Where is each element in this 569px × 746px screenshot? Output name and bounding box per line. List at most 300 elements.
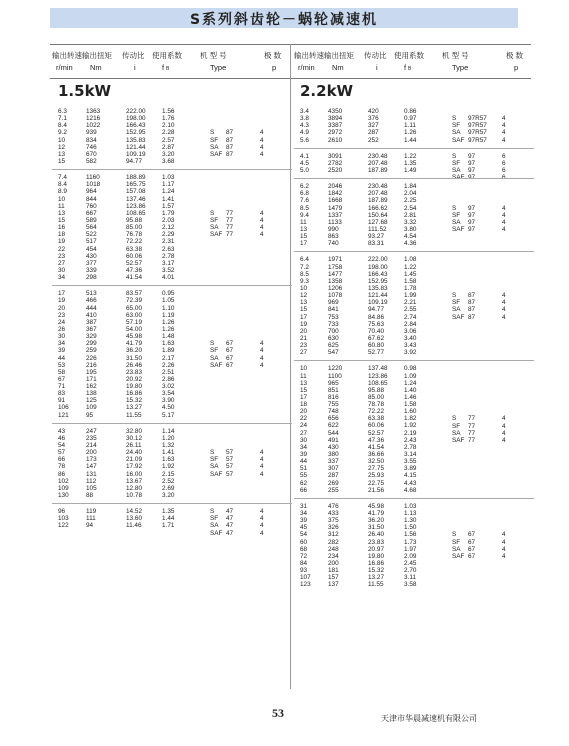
factor-cell: 1.99 — [404, 292, 417, 300]
factor-cell: 4.68 — [404, 486, 417, 494]
torque-cell: 816 — [328, 393, 339, 401]
torque-cell: 171 — [86, 375, 97, 383]
table-row — [294, 553, 534, 560]
ratio-cell: 135.83 — [126, 136, 146, 144]
ratio-cell: 10.78 — [126, 492, 142, 500]
torque-cell: 430 — [86, 252, 97, 260]
pole-count: 4 — [502, 299, 506, 307]
ratio-cell: 36.66 — [368, 451, 384, 459]
ratio-cell: 166.43 — [126, 122, 146, 130]
torque-cell: 307 — [328, 465, 339, 473]
factor-cell: 1.40 — [404, 386, 417, 394]
speed-cell: 6.3 — [58, 108, 67, 115]
speed-cell: 18 — [58, 231, 66, 239]
table-row — [52, 144, 292, 151]
table-row — [294, 451, 534, 458]
speed-cell: 10 — [58, 136, 66, 144]
header-ratio: 传动比 — [364, 51, 387, 60]
factor-cell: 3.11 — [404, 574, 416, 582]
data-group — [294, 251, 534, 360]
pole-count: 4 — [260, 136, 264, 144]
speed-cell: 39 — [300, 517, 308, 525]
ratio-cell: 19.80 — [126, 383, 142, 391]
torque-cell: 841 — [328, 306, 339, 314]
torque-cell: 939 — [86, 129, 97, 137]
header-ratio: 传动比 — [122, 51, 145, 60]
torque-cell: 181 — [328, 567, 339, 575]
factor-cell: 3.02 — [162, 383, 175, 391]
torque-cell: 1971 — [328, 256, 343, 264]
factor-cell: 1.97 — [404, 545, 417, 553]
speed-cell: 9.2 — [58, 129, 67, 137]
table-row — [294, 212, 534, 219]
speed-cell: 13 — [58, 209, 66, 217]
pole-count: 4 — [502, 225, 506, 233]
torque-cell: 582 — [86, 157, 97, 165]
speed-cell: 18 — [300, 401, 308, 409]
pole-count: 4 — [260, 340, 264, 348]
ratio-cell: 70.40 — [368, 327, 384, 335]
header-poles: 极 数 — [264, 51, 282, 60]
speed-cell: 34 — [300, 510, 308, 518]
table-row — [294, 444, 534, 451]
type-prefix: SA — [452, 545, 461, 553]
pole-count: 4 — [502, 292, 506, 300]
factor-cell: 1.22 — [404, 263, 417, 271]
factor-cell: 1.41 — [162, 449, 175, 457]
table-row — [294, 167, 534, 174]
ratio-cell: 52.77 — [368, 349, 384, 357]
pole-count: 4 — [260, 529, 264, 537]
table-row — [294, 480, 534, 487]
ratio-cell: 20.92 — [126, 375, 142, 383]
factor-cell: 4.15 — [404, 472, 417, 480]
factor-cell: 2.29 — [162, 231, 175, 239]
table-row — [294, 335, 534, 342]
type-size: 87 — [226, 150, 234, 158]
pole-count: 4 — [502, 211, 506, 219]
type-size: 77 — [468, 429, 476, 437]
table-row — [294, 437, 534, 444]
speed-cell: 6.2 — [300, 183, 309, 191]
speed-cell: 23 — [300, 342, 308, 350]
table-row — [52, 383, 292, 390]
table-row — [52, 397, 292, 404]
speed-cell: 23 — [58, 311, 66, 319]
ratio-cell: 150.64 — [368, 211, 388, 219]
ratio-cell: 11.46 — [126, 522, 142, 530]
speed-cell: 10 — [300, 365, 308, 373]
factor-cell: 3.17 — [162, 259, 175, 267]
factor-cell: 1.89 — [162, 347, 175, 355]
ratio-cell: 108.65 — [368, 379, 388, 387]
type-size: 77 — [468, 422, 476, 430]
ratio-cell: 420 — [368, 108, 379, 115]
table-row — [294, 233, 534, 240]
pole-count: 4 — [260, 150, 264, 158]
speed-cell: 27 — [300, 349, 308, 357]
table-row — [294, 581, 534, 588]
factor-cell: 2.03 — [162, 216, 175, 224]
speed-cell: 68 — [300, 545, 308, 553]
ratio-cell: 24.40 — [126, 449, 142, 457]
torque-cell: 547 — [328, 349, 339, 357]
factor-cell: 2.78 — [162, 252, 175, 260]
ratio-cell: 63.38 — [126, 245, 142, 253]
torque-cell: 990 — [328, 225, 339, 233]
ratio-cell: 111.52 — [368, 225, 387, 233]
type-size: 87 — [468, 299, 476, 307]
table-row — [294, 190, 534, 197]
torque-cell: 137 — [328, 581, 339, 589]
torque-cell: 1337 — [328, 211, 343, 219]
speed-cell: 20 — [300, 408, 308, 416]
torque-cell: 522 — [86, 231, 97, 239]
speed-cell: 12 — [58, 143, 66, 151]
torque-cell: 1022 — [86, 122, 101, 130]
type-size: 67 — [468, 545, 476, 553]
torque-cell: 1133 — [328, 218, 342, 226]
table-row — [52, 108, 292, 115]
ratio-cell: 60.06 — [368, 422, 384, 430]
ratio-cell: 31.50 — [368, 524, 384, 532]
type-size: 97 — [468, 204, 476, 212]
factor-cell: 3.58 — [404, 581, 417, 589]
torque-cell: 255 — [328, 486, 339, 494]
speed-cell: 54 — [300, 531, 308, 539]
factor-cell: 1.08 — [404, 256, 417, 264]
ratio-cell: 26.46 — [126, 361, 142, 369]
table-row — [294, 430, 534, 437]
speed-cell: 46 — [58, 434, 66, 442]
ratio-cell: 67.62 — [368, 334, 384, 342]
speed-cell: 103 — [58, 515, 69, 523]
pole-count: 4 — [260, 522, 264, 530]
table-row — [52, 376, 292, 383]
torque-cell: 2046 — [328, 183, 343, 191]
ratio-cell: 52.57 — [126, 259, 142, 267]
header-factor: 使用系数 — [152, 51, 182, 60]
pole-count: 4 — [502, 122, 506, 130]
ratio-cell: 207.48 — [368, 159, 388, 167]
factor-cell: 1.13 — [404, 510, 417, 518]
ratio-cell: 152.95 — [368, 277, 388, 285]
speed-cell: 51 — [300, 465, 308, 473]
ratio-cell: 157.08 — [126, 188, 146, 196]
table-row — [294, 517, 534, 524]
type-prefix: SF — [210, 136, 219, 144]
factor-cell: 1.44 — [404, 136, 417, 144]
factor-cell: 2.81 — [404, 211, 417, 219]
page-title: S系列斜齿轮－蜗轮减速机 — [189, 12, 379, 28]
ratio-cell: 93.27 — [368, 233, 384, 241]
table-row — [52, 260, 292, 267]
pole-count: 4 — [260, 449, 264, 457]
group-rows — [52, 174, 292, 281]
header-poles-unit: p — [272, 63, 277, 72]
ratio-cell: 85.00 — [368, 393, 384, 401]
ratio-cell: 287 — [368, 129, 379, 137]
data-group — [52, 104, 292, 169]
factor-cell: 2.04 — [404, 190, 417, 198]
type-size: 57 — [226, 463, 234, 471]
pole-count: 4 — [502, 115, 506, 123]
table-row — [294, 271, 534, 278]
torque-cell: 125 — [86, 397, 97, 405]
type-size: 77 — [226, 217, 234, 225]
table-row — [294, 278, 534, 285]
torque-cell: 433 — [328, 510, 339, 518]
table-row — [294, 380, 534, 387]
ratio-cell: 109.19 — [368, 299, 388, 307]
company-name: 天津市华晨减速机有限公司 — [381, 714, 477, 723]
torque-cell: 700 — [328, 327, 339, 335]
torque-cell: 670 — [86, 150, 97, 158]
type-prefix: SA — [210, 224, 219, 232]
ratio-cell: 13.67 — [126, 477, 142, 485]
speed-cell: 16 — [58, 224, 66, 232]
torque-cell: 1018 — [86, 181, 101, 189]
torque-cell: 753 — [328, 313, 339, 321]
data-group — [52, 503, 292, 537]
table-row — [294, 531, 534, 538]
ratio-cell: 11.55 — [126, 411, 142, 419]
ratio-cell: 165.75 — [126, 181, 146, 189]
torque-cell: 2782 — [328, 159, 343, 167]
speed-cell: 6.8 — [300, 190, 309, 198]
header-torque-unit: Nm — [332, 63, 344, 72]
factor-cell: 1.78 — [404, 284, 417, 292]
type-size: 77 — [226, 231, 234, 239]
factor-cell: 2.51 — [162, 368, 175, 376]
data-group — [52, 169, 292, 285]
factor-cell: 2.26 — [162, 361, 175, 369]
type-prefix: SA — [452, 129, 461, 137]
speed-cell: 15 — [300, 233, 308, 241]
header-poles-unit: p — [514, 63, 519, 72]
torque-cell: 195 — [86, 368, 97, 376]
factor-cell: 2.09 — [404, 552, 417, 560]
ratio-cell: 32.50 — [368, 458, 384, 466]
header-factor-subscript: B — [408, 66, 412, 72]
speed-cell: 8.9 — [58, 188, 67, 196]
torque-cell: 105 — [86, 484, 97, 492]
speed-cell: 8.5 — [300, 204, 309, 212]
type-size: 67 — [226, 347, 234, 355]
table-row — [294, 546, 534, 553]
table-row — [294, 408, 534, 415]
data-group — [294, 148, 534, 182]
ratio-cell: 72.22 — [368, 408, 384, 416]
type-prefix: S — [452, 115, 457, 123]
type-size: 67 — [226, 361, 234, 369]
torque-cell: 964 — [86, 188, 97, 196]
pole-count: 4 — [502, 538, 506, 546]
type-prefix: SA — [210, 354, 219, 362]
table-row — [52, 369, 292, 376]
table-header — [294, 44, 534, 76]
ratio-cell: 16.86 — [368, 560, 384, 568]
speed-cell: 30 — [58, 333, 66, 341]
pole-count: 4 — [502, 313, 506, 321]
type-size: 67 — [468, 552, 476, 560]
data-group — [294, 178, 534, 251]
ratio-cell: 54.00 — [126, 325, 142, 333]
torque-cell: 4350 — [328, 108, 343, 115]
factor-cell: 2.86 — [162, 375, 175, 383]
table-row — [52, 137, 292, 144]
header-torque-unit: Nm — [90, 63, 102, 72]
table-row — [52, 319, 292, 326]
ratio-cell: 376 — [368, 115, 379, 123]
group-rows — [294, 183, 534, 247]
factor-cell: 2.52 — [162, 477, 175, 485]
table-row — [294, 129, 534, 136]
torque-cell: 454 — [86, 245, 97, 253]
ratio-cell: 252 — [368, 136, 379, 144]
type-size: 77 — [468, 415, 476, 423]
pole-count: 6 — [502, 166, 506, 174]
ratio-cell: 45.98 — [126, 333, 142, 341]
table-row — [294, 115, 534, 122]
ratio-cell: 123.86 — [126, 202, 146, 210]
title-bar — [50, 8, 518, 28]
type-size: 87 — [468, 292, 476, 300]
ratio-cell: 198.00 — [126, 115, 146, 123]
header-torque: 输出扭矩 — [82, 51, 112, 60]
type-prefix: S — [452, 292, 457, 300]
torque-cell: 119 — [86, 508, 97, 516]
factor-cell: 2.12 — [162, 224, 175, 232]
ratio-cell: 14.52 — [126, 508, 142, 516]
speed-cell: 24 — [58, 318, 66, 326]
page-number: 53 — [272, 706, 284, 720]
table-row — [52, 485, 292, 492]
speed-cell: 66 — [58, 456, 66, 464]
torque-cell: 247 — [86, 427, 97, 435]
torque-cell: 625 — [328, 342, 339, 350]
ratio-cell: 12.80 — [126, 484, 142, 492]
speed-cell: 34 — [58, 274, 66, 282]
type-prefix: SF — [452, 159, 461, 167]
factor-cell: 2.21 — [404, 299, 417, 307]
type-size: 97R57 — [468, 129, 487, 137]
data-group — [294, 498, 534, 593]
ratio-cell: 16.86 — [126, 390, 142, 398]
speed-cell: 11 — [300, 218, 307, 226]
torque-cell: 1358 — [328, 277, 343, 285]
speed-cell: 123 — [300, 581, 311, 589]
table-row — [294, 510, 534, 517]
torque-cell: 226 — [86, 354, 97, 362]
ratio-cell: 23.83 — [368, 538, 384, 546]
type-prefix: S — [210, 508, 215, 516]
group-rows — [52, 508, 292, 529]
factor-cell: 4.01 — [162, 274, 175, 282]
speed-cell: 23 — [58, 252, 66, 260]
type-prefix: SA — [452, 429, 461, 437]
ratio-cell: 30.12 — [126, 434, 142, 442]
table-row — [52, 253, 292, 260]
table-row — [294, 306, 534, 313]
pole-count: 4 — [502, 545, 506, 553]
torque-cell: 1206 — [328, 284, 343, 292]
factor-cell: 2.57 — [162, 136, 175, 144]
ratio-cell: 13.27 — [368, 574, 384, 582]
table-header — [52, 44, 292, 76]
factor-cell: 1.26 — [404, 129, 417, 137]
factor-cell: 1.17 — [162, 181, 175, 189]
torque-cell: 851 — [328, 386, 339, 394]
header-factor-unit: f — [404, 63, 407, 72]
torque-cell: 1363 — [86, 108, 101, 115]
speed-cell: 17 — [300, 313, 308, 321]
table-row — [52, 442, 292, 449]
speed-cell: 66 — [300, 486, 308, 494]
speed-cell: 19 — [58, 238, 66, 246]
speed-cell: 10 — [58, 195, 66, 203]
factor-cell: 4.36 — [404, 240, 417, 248]
torque-cell: 755 — [328, 401, 339, 409]
ratio-cell: 152.95 — [126, 129, 146, 137]
torque-cell: 375 — [328, 517, 339, 525]
ratio-cell: 230.48 — [368, 152, 388, 160]
factor-cell: 1.10 — [162, 304, 175, 312]
factor-cell: 1.26 — [162, 325, 175, 333]
torque-cell: 969 — [328, 299, 339, 307]
factor-cell: 1.76 — [162, 115, 175, 123]
torque-cell: 109 — [86, 404, 97, 412]
pole-count: 4 — [260, 515, 264, 523]
table-row — [294, 299, 534, 306]
factor-cell: 4.54 — [404, 233, 417, 241]
factor-cell: 3.55 — [404, 458, 417, 466]
torque-cell: 1479 — [328, 204, 343, 212]
speed-cell: 34 — [300, 443, 308, 451]
factor-cell: 1.63 — [162, 456, 175, 464]
table-row — [52, 129, 292, 136]
table-row — [52, 203, 292, 210]
group-rows — [52, 290, 292, 419]
speed-cell: 13 — [58, 150, 66, 158]
type-prefix: S — [210, 449, 215, 457]
factor-cell: 2.17 — [162, 354, 175, 362]
factor-cell: 2.25 — [404, 197, 417, 205]
torque-cell: 112 — [86, 477, 97, 485]
type-prefix: SA — [210, 143, 219, 151]
speed-cell: 53 — [58, 361, 66, 369]
factor-cell: 1.60 — [404, 408, 417, 416]
pole-count: 4 — [260, 470, 264, 478]
pole-count: 4 — [260, 231, 264, 239]
factor-cell: 3.43 — [404, 342, 417, 350]
ratio-cell: 72.39 — [126, 297, 142, 305]
type-prefix: S — [210, 209, 215, 217]
ratio-cell: 65.00 — [126, 304, 142, 312]
table-row — [294, 487, 534, 494]
header-model-unit: Type — [210, 63, 227, 72]
table-row — [294, 365, 534, 372]
type-prefix: SAF — [452, 436, 465, 444]
speed-cell: 17 — [300, 240, 308, 248]
table-row — [294, 183, 534, 190]
speed-cell: 72 — [300, 552, 308, 560]
table-row — [294, 415, 534, 422]
table-row — [294, 226, 534, 233]
speed-cell: 71 — [58, 383, 66, 391]
speed-cell: 8.5 — [300, 270, 309, 278]
left-column — [52, 44, 292, 537]
